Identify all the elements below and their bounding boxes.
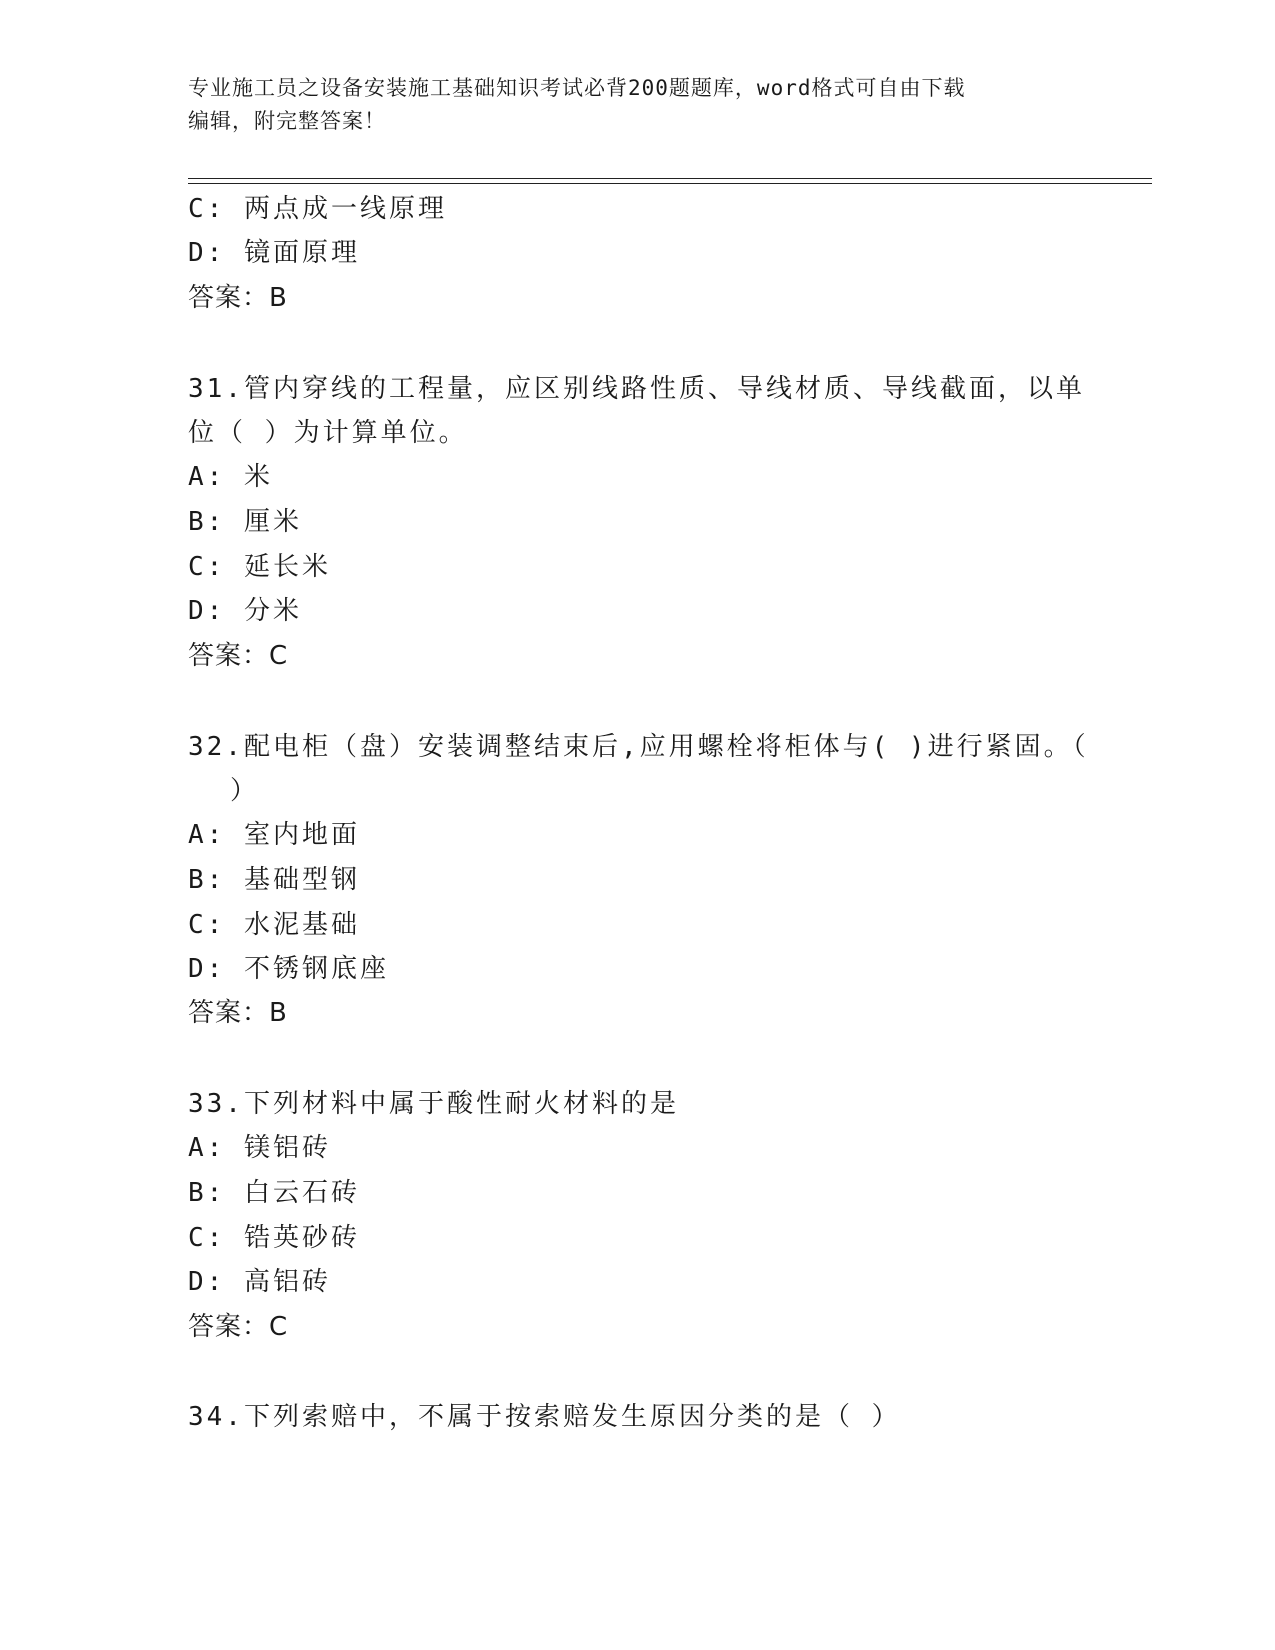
q32-option-c: C: 水泥基础 — [188, 910, 360, 940]
q34-stem-line-1: 34.下列索赔中，不属于按索赔发生原因分类的是（ ） — [188, 1402, 901, 1432]
header-divider-bottom — [188, 183, 1152, 184]
header-title-line-2: 编辑，附完整答案！ — [188, 109, 386, 133]
q31-answer: 答案：C — [188, 641, 289, 671]
q33-option-d: D: 高铝砖 — [188, 1267, 331, 1297]
q30-option-d: D: 镜面原理 — [188, 238, 360, 268]
q30-answer: 答案：B — [188, 283, 288, 313]
q33-answer: 答案：C — [188, 1312, 289, 1342]
q33-option-b: B: 白云石砖 — [188, 1178, 360, 1208]
q31-option-c: C: 延长米 — [188, 552, 331, 582]
q30-option-c: C: 两点成一线原理 — [188, 194, 447, 224]
q33-option-c: C: 锆英砂砖 — [188, 1223, 360, 1253]
q32-stem-line-1: 32.配电柜（盘）安装调整结束后,应用螺栓将柜体与( )进行紧固。（ — [188, 732, 1089, 762]
header-divider-top — [188, 178, 1152, 179]
q31-option-a: A: 米 — [188, 462, 273, 492]
q32-stem-line-2: ） — [230, 776, 260, 806]
q32-option-b: B: 基础型钢 — [188, 865, 360, 895]
q31-option-b: B: 厘米 — [188, 507, 302, 537]
q33-option-a: A: 镁铝砖 — [188, 1133, 331, 1163]
q32-option-a: A: 室内地面 — [188, 820, 360, 850]
document-header — [188, 72, 1088, 138]
q31-stem-line-1: 31.管内穿线的工程量，应区别线路性质、导线材质、导线截面，以单 — [188, 374, 1085, 404]
q33-stem-line-1: 33.下列材料中属于酸性耐火材料的是 — [188, 1089, 679, 1119]
header-title-line-1: 专业施工员之设备安装施工基础知识考试必背200题题库，word格式可自由下载 — [188, 76, 966, 100]
q31-option-d: D: 分米 — [188, 596, 302, 626]
q32-answer: 答案：B — [188, 998, 288, 1028]
q32-option-d: D: 不锈钢底座 — [188, 954, 389, 984]
q31-stem-line-2: 位（ ）为计算单位。 — [188, 418, 468, 448]
